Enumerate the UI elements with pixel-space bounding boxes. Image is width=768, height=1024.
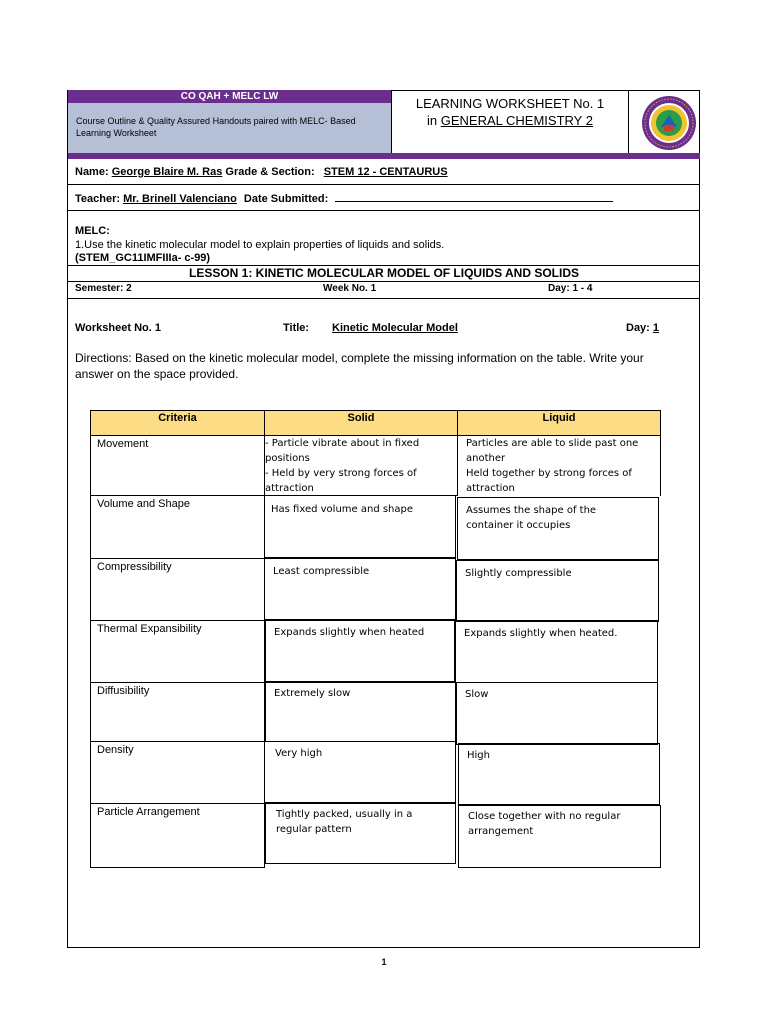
melc-code: (STEM_GC11IMFIIIa- c-99)	[75, 252, 211, 264]
solid-answer-box[interactable]	[264, 741, 456, 803]
solid-answer-box[interactable]	[265, 682, 456, 742]
lesson-title: LESSON 1: KINETIC MOLECULAR MODEL OF LIQUIDS AND SOLIDS	[188, 266, 579, 280]
solid-answer-box[interactable]	[265, 803, 456, 864]
semester: Semester: 2	[75, 283, 132, 294]
worksheet-title-label: Title:	[283, 322, 310, 334]
worksheet-number: Worksheet No. 1	[75, 322, 161, 334]
row-divider	[68, 210, 700, 211]
liquid-answer: Close together with no regular arrangement	[468, 811, 621, 837]
grade-label: Grade & Section:	[225, 166, 315, 178]
liquid-answer: Slow	[465, 689, 489, 700]
school-division-seal-icon	[641, 95, 697, 151]
lesson-days: Day: 1 - 4	[548, 283, 593, 294]
name-label: Name:	[75, 166, 109, 178]
table-row-criteria: Compressibility	[90, 558, 265, 621]
table-row-criteria: Diffusibility	[90, 682, 265, 742]
row-divider	[68, 298, 700, 299]
solid-answer: Extremely slow	[274, 688, 351, 699]
solid-answer: Tightly packed, usually in a regular pattern	[276, 809, 413, 835]
header-strip	[68, 153, 700, 159]
page-number: 1	[381, 957, 387, 967]
table-row-criteria: Thermal Expansibility	[90, 620, 265, 683]
worksheet-title-line1: LEARNING WORKSHEET No. 1	[415, 96, 605, 111]
worksheet-day	[626, 322, 659, 334]
liquid-answer: Particles are able to slide past one another Held together by strong forces of attraction	[466, 438, 639, 494]
solid-answer: - Particle vibrate about in fixed positions - Held by very strong forces of attraction	[265, 438, 420, 494]
worksheet-day-label: Day:	[626, 322, 650, 334]
liquid-answer: High	[467, 750, 490, 761]
worksheet-subject: GENERAL CHEMISTRY 2	[440, 113, 593, 128]
table-header-solid: Solid	[264, 410, 458, 436]
solid-answer-box[interactable]	[264, 435, 458, 496]
table-header-criteria: Criteria	[90, 410, 265, 436]
liquid-answer-box[interactable]	[458, 805, 661, 868]
table-header-liquid: Liquid	[457, 410, 661, 436]
solid-answer: Very high	[275, 748, 323, 759]
table-row-criteria: Movement	[90, 435, 265, 496]
worksheet-day-value: 1	[652, 322, 660, 334]
melc-text: 1.Use the kinetic molecular model to explain properties of liquids and solids.	[75, 239, 445, 251]
liquid-answer-box[interactable]	[457, 435, 661, 496]
teacher-value: Mr. Brinell Valenciano	[123, 193, 237, 205]
header-divider	[628, 90, 629, 153]
solid-answer: Has fixed volume and shape	[271, 504, 414, 515]
directions: Directions: Based on the kinetic molecular model, complete the missing information on the table. Write your answer on the space provided.	[75, 351, 644, 381]
teacher-label: Teacher:	[75, 193, 121, 205]
liquid-answer: Slightly compressible	[465, 568, 572, 579]
liquid-answer: Expands slightly when heated.	[464, 628, 618, 639]
melc-heading: MELC:	[75, 225, 110, 237]
table-row-criteria: Volume and Shape	[90, 495, 265, 559]
liquid-answer-box[interactable]	[454, 620, 658, 683]
solid-answer-box[interactable]	[265, 620, 456, 682]
row-divider	[68, 184, 700, 185]
liquid-answer-box[interactable]	[458, 743, 660, 805]
date-label: Date Submitted:	[243, 193, 329, 205]
liquid-answer-box[interactable]	[456, 682, 658, 745]
date-submitted-field[interactable]	[335, 191, 613, 202]
teacher-row	[75, 191, 613, 205]
solid-answer: Expands slightly when heated	[274, 627, 425, 638]
solid-answer-box[interactable]	[264, 495, 456, 558]
name-value: George Blaire M. Ras	[111, 166, 223, 178]
solid-answer: Least compressible	[273, 566, 370, 577]
worksheet-title-text: Kinetic Molecular Model	[332, 322, 458, 334]
worksheet-title-value	[332, 322, 458, 334]
header-description: Course Outline & Quality Assured Handouts paired with MELC- Based Learning Worksheet	[68, 103, 391, 153]
worksheet-title	[392, 95, 628, 129]
worksheet-title-prefix: in	[427, 113, 441, 128]
table-row-criteria: Density	[90, 741, 265, 804]
grade-value: STEM 12 - CENTAURUS	[323, 166, 448, 178]
solid-answer-box[interactable]	[264, 558, 456, 620]
liquid-answer-box[interactable]	[456, 560, 659, 622]
liquid-answer-box[interactable]	[457, 497, 659, 560]
liquid-answer: Assumes the shape of the container it occupies	[466, 505, 597, 531]
table-row-criteria: Particle Arrangement	[90, 803, 265, 868]
week-number: Week No. 1	[323, 283, 377, 294]
worksheet-title-line2-wrap	[392, 112, 628, 129]
row-divider	[68, 281, 700, 282]
name-row	[75, 166, 448, 178]
header-banner: CO QAH + MELC LW	[68, 90, 391, 103]
